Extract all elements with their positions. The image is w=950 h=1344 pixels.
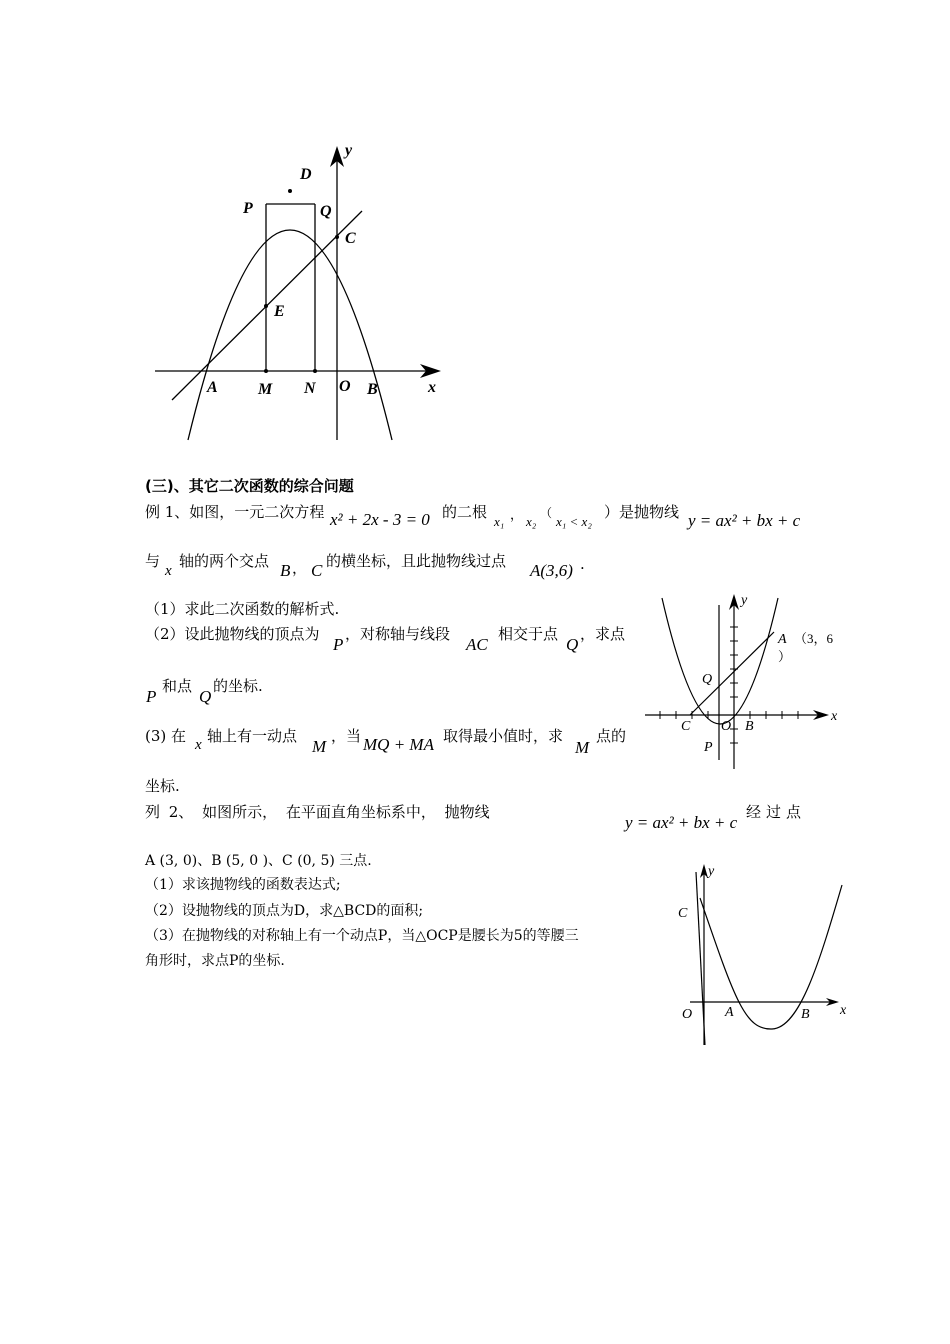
ex1-equation-quadratic: x² + 2x - 3 = 0 bbox=[330, 510, 430, 529]
ex1-question-3-end: 点的 bbox=[596, 727, 627, 745]
ex1-question-3-mid3: 取得最小值时，求 bbox=[443, 727, 564, 745]
ex1-q3-expression: MQ + MA bbox=[363, 735, 434, 754]
fig2-label-Q: Q bbox=[702, 672, 713, 687]
ex1-question-2-mid2: 相交于点 bbox=[498, 625, 559, 643]
ex1-q2b-end: 的坐标. bbox=[213, 677, 263, 695]
ex1-question-3-line2: 坐标. bbox=[145, 777, 180, 795]
ex1-comma: ， bbox=[510, 508, 524, 523]
ex1-paren-open: （ bbox=[540, 506, 553, 520]
fig2-label-C: C bbox=[681, 719, 691, 734]
ex2-question-2: （2）设抛物线的顶点为D，求△BCD的面积; bbox=[145, 903, 424, 919]
fig1-label-M: M bbox=[258, 381, 273, 398]
ex1-question-2-end: ，求点 bbox=[580, 625, 626, 643]
ex1-line1-prefix: 例 1、如图，一元二次方程 bbox=[145, 503, 325, 521]
ex2-question-3a: （3）在抛物线的对称轴上有一个动点P，当△OCP是腰长为5的等腰三 bbox=[145, 928, 579, 944]
ex2-line1-end: 经过点 bbox=[746, 803, 807, 821]
fig3-label-x: x bbox=[840, 1003, 847, 1018]
ex1-period: . bbox=[580, 555, 585, 573]
ex1-q3-x: x bbox=[195, 737, 202, 753]
fig3-label-C: C bbox=[678, 906, 688, 921]
ex2-question-3b: 角形时，求点P的坐标. bbox=[145, 953, 285, 969]
fig1-label-D: D bbox=[300, 166, 312, 183]
fig2-label-y: y bbox=[741, 593, 748, 608]
fig2-label-A-coord: （3，6 bbox=[794, 631, 834, 646]
ex1-q2-P: P bbox=[333, 635, 344, 654]
ex1-question-3-mid2: ，当 bbox=[331, 727, 362, 745]
ex1-question-1: （1）求此二次函数的解析式. bbox=[145, 600, 340, 618]
fig1-label-Q: Q bbox=[320, 203, 332, 220]
ex1-line1-end: ）是抛物线 bbox=[604, 503, 680, 521]
ex1-question-2-mid: ，对称轴与线段 bbox=[345, 625, 451, 643]
fig3-label-B: B bbox=[801, 1007, 810, 1022]
fig1-label-P: P bbox=[243, 200, 253, 217]
ex1-point-C: C bbox=[311, 561, 323, 580]
ex1-q2-AC: AC bbox=[466, 635, 488, 654]
ex1-question-3-mid: 轴上有一动点 bbox=[207, 727, 298, 745]
ex1-question-2-prefix: （2）设此抛物线的顶点为 bbox=[145, 625, 320, 643]
fig1-label-C: C bbox=[345, 230, 356, 247]
ex1-root-x1: x₁ bbox=[494, 514, 505, 529]
fig1-label-N: N bbox=[304, 380, 316, 397]
fig2-label-B: B bbox=[745, 719, 754, 734]
ex2-question-1: （1）求该抛物线的函数表达式; bbox=[145, 877, 341, 893]
ex1-point-A: A(3,6) bbox=[530, 561, 573, 580]
fig3-label-y: y bbox=[708, 864, 715, 879]
ex1-q3-M: M bbox=[312, 737, 327, 756]
ex1-q2b-mid: 和点 bbox=[162, 677, 193, 695]
ex1-root-x2: x₂ bbox=[526, 514, 537, 529]
ex1-q2b-Q: Q bbox=[199, 687, 212, 706]
fig2-label-O: O bbox=[721, 719, 732, 734]
ex1-q3-M2: M bbox=[575, 738, 590, 757]
fig3-label-O: O bbox=[682, 1007, 693, 1022]
ex2-equation: y = ax² + bx + c bbox=[625, 813, 738, 832]
ex1-line1-mid: 的二根 bbox=[442, 503, 488, 521]
ex1-condition: x₁ < x₂ bbox=[556, 514, 592, 529]
fig1-label-B: B bbox=[367, 381, 378, 398]
ex1-equation-parabola: y = ax² + bx + c bbox=[688, 511, 801, 530]
fig2-label-A-coord-close: ） bbox=[778, 649, 792, 664]
fig1-label-A: A bbox=[207, 379, 218, 396]
ex1-q2-Q: Q bbox=[566, 635, 579, 654]
fig1-label-x: x bbox=[428, 379, 436, 396]
ex1-line2-prefix: 与 bbox=[145, 552, 161, 570]
ex2-line1-prefix: 列 2、 如图所示， 在平面直角坐标系中， 抛物线 bbox=[145, 803, 490, 821]
fig3-label-A: A bbox=[725, 1005, 734, 1020]
ex1-q2b-P: P bbox=[146, 687, 157, 706]
fig2-label-A: A bbox=[778, 632, 787, 647]
fig1-label-O: O bbox=[339, 378, 351, 395]
ex1-sep: ， bbox=[292, 559, 308, 577]
ex2-line2-points: A (3, 0)、B (5, 0 )、C (0, 5) 三点. bbox=[145, 853, 372, 869]
fig1-label-E: E bbox=[274, 303, 285, 320]
fig1-label-y: y bbox=[345, 142, 353, 159]
ex1-line2-x: x bbox=[165, 563, 172, 579]
ex1-line2-mid2: 的横坐标，且此抛物线过点 bbox=[326, 552, 507, 570]
section-heading: (三)、其它二次函数的综合问题 bbox=[145, 477, 354, 495]
ex1-line2-mid: 轴的两个交点 bbox=[179, 552, 270, 570]
fig2-label-x: x bbox=[831, 709, 838, 724]
ex1-question-3-prefix: (3) 在 bbox=[145, 727, 187, 745]
fig2-label-P: P bbox=[704, 740, 713, 755]
ex1-point-B: B bbox=[280, 561, 291, 580]
